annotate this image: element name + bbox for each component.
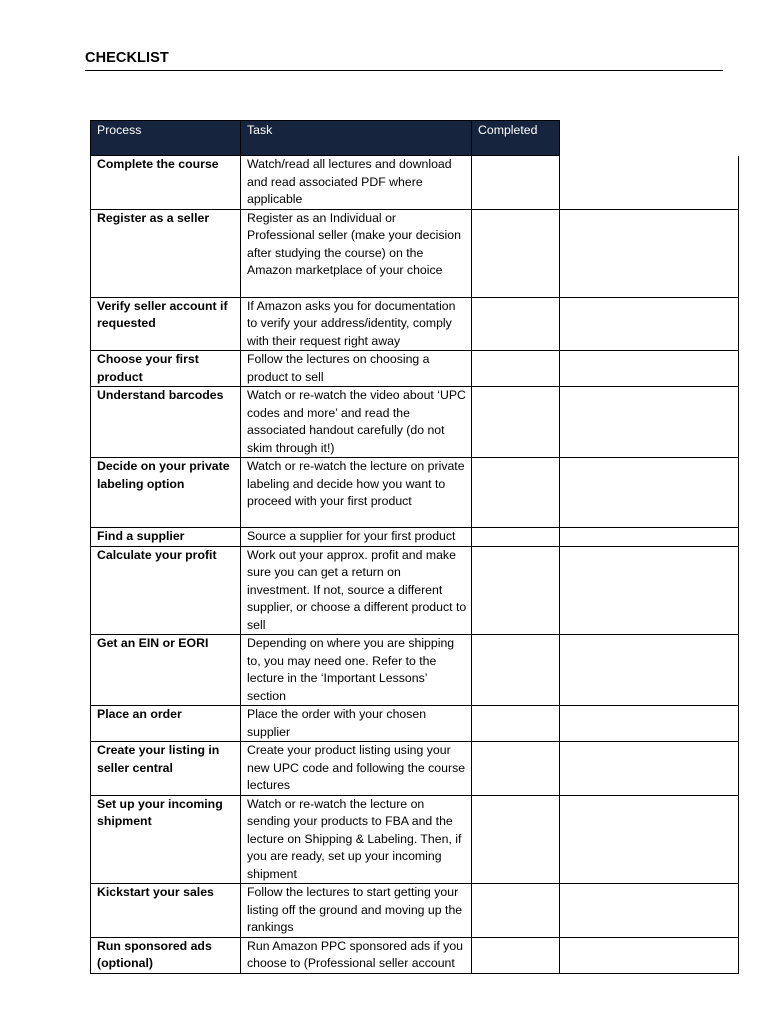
extra-cell <box>560 884 739 938</box>
process-cell: Create your listing in seller central <box>91 742 241 796</box>
table-row <box>91 528 739 547</box>
process-cell: Find a supplier <box>91 528 241 547</box>
process-cell: Choose your first product <box>91 351 241 387</box>
completed-cell[interactable] <box>472 528 560 547</box>
extra-cell <box>560 458 739 528</box>
process-cell: Run sponsored ads (optional) <box>91 937 241 973</box>
extra-cell <box>560 937 739 973</box>
table-row <box>91 742 739 796</box>
extra-cell <box>560 546 739 635</box>
extra-cell <box>560 742 739 796</box>
process-cell: Place an order <box>91 706 241 742</box>
process-cell: Register as a seller <box>91 209 241 297</box>
table-row <box>91 884 739 938</box>
completed-cell[interactable] <box>472 635 560 706</box>
task-cell: Follow the lectures on choosing a product to sell <box>241 351 472 387</box>
task-cell: If Amazon asks you for documentation to verify your address/identity, comply with their request right away <box>241 297 472 351</box>
table-header-row <box>91 121 739 156</box>
table-row <box>91 546 739 635</box>
task-cell: Watch/read all lectures and download and read associated PDF where applicable <box>241 156 472 210</box>
completed-cell[interactable] <box>472 742 560 796</box>
process-cell: Kickstart your sales <box>91 884 241 938</box>
completed-cell[interactable] <box>472 795 560 884</box>
header-task: Task <box>241 121 472 156</box>
table-row <box>91 387 739 458</box>
checklist-table <box>90 120 739 974</box>
table-row <box>91 156 739 210</box>
extra-cell <box>560 156 739 210</box>
header-process: Process <box>91 121 241 156</box>
task-cell: Follow the lectures to start getting your listing off the ground and moving up the rankings <box>241 884 472 938</box>
completed-cell[interactable] <box>472 937 560 973</box>
table-row <box>91 351 739 387</box>
extra-cell <box>560 351 739 387</box>
completed-cell[interactable] <box>472 297 560 351</box>
extra-cell <box>560 528 739 547</box>
extra-cell <box>560 297 739 351</box>
extra-cell <box>560 635 739 706</box>
completed-cell[interactable] <box>472 351 560 387</box>
table-row <box>91 458 739 528</box>
process-cell: Decide on your private labeling option <box>91 458 241 528</box>
task-cell: Run Amazon PPC sponsored ads if you choose to (Professional seller account <box>241 937 472 973</box>
extra-cell <box>560 209 739 297</box>
completed-cell[interactable] <box>472 458 560 528</box>
completed-cell[interactable] <box>472 706 560 742</box>
process-cell: Complete the course <box>91 156 241 210</box>
extra-cell <box>560 387 739 458</box>
process-cell: Understand barcodes <box>91 387 241 458</box>
extra-cell <box>560 795 739 884</box>
process-cell: Get an EIN or EORI <box>91 635 241 706</box>
table-row <box>91 297 739 351</box>
task-cell: Place the order with your chosen supplier <box>241 706 472 742</box>
extra-cell <box>560 706 739 742</box>
task-cell: Create your product listing using your new UPC code and following the course lectures <box>241 742 472 796</box>
process-cell: Set up your incoming shipment <box>91 795 241 884</box>
completed-cell[interactable] <box>472 387 560 458</box>
task-cell: Watch or re-watch the video about ‘UPC codes and more’ and read the associated handout carefully (do not skim through it!) <box>241 387 472 458</box>
header-completed: Completed <box>472 121 560 156</box>
completed-cell[interactable] <box>472 884 560 938</box>
task-cell: Watch or re-watch the lecture on sending your products to FBA and the lecture on Shipping & Labeling. Then, if you are ready, set up your incoming shipment <box>241 795 472 884</box>
task-cell: Watch or re-watch the lecture on private labeling and decide how you want to proceed with your first product <box>241 458 472 528</box>
title-divider <box>85 70 723 71</box>
task-cell: Source a supplier for your first product <box>241 528 472 547</box>
completed-cell[interactable] <box>472 156 560 210</box>
header-blank <box>560 121 739 156</box>
process-cell: Verify seller account if requested <box>91 297 241 351</box>
task-cell: Work out your approx. profit and make sure you can get a return on investment. If not, source a different supplier, or choose a different product to sell <box>241 546 472 635</box>
process-cell: Calculate your profit <box>91 546 241 635</box>
table-row <box>91 209 739 297</box>
task-cell: Depending on where you are shipping to, you may need one. Refer to the lecture in the ‘Important Lessons’ section <box>241 635 472 706</box>
completed-cell[interactable] <box>472 209 560 297</box>
table-row <box>91 706 739 742</box>
table-row <box>91 937 739 973</box>
table-row <box>91 635 739 706</box>
table-row <box>91 795 739 884</box>
task-cell: Register as an Individual or Professional seller (make your decision after studying the course) on the Amazon marketplace of your choice <box>241 209 472 297</box>
page-title: CHECKLIST <box>85 50 169 66</box>
completed-cell[interactable] <box>472 546 560 635</box>
